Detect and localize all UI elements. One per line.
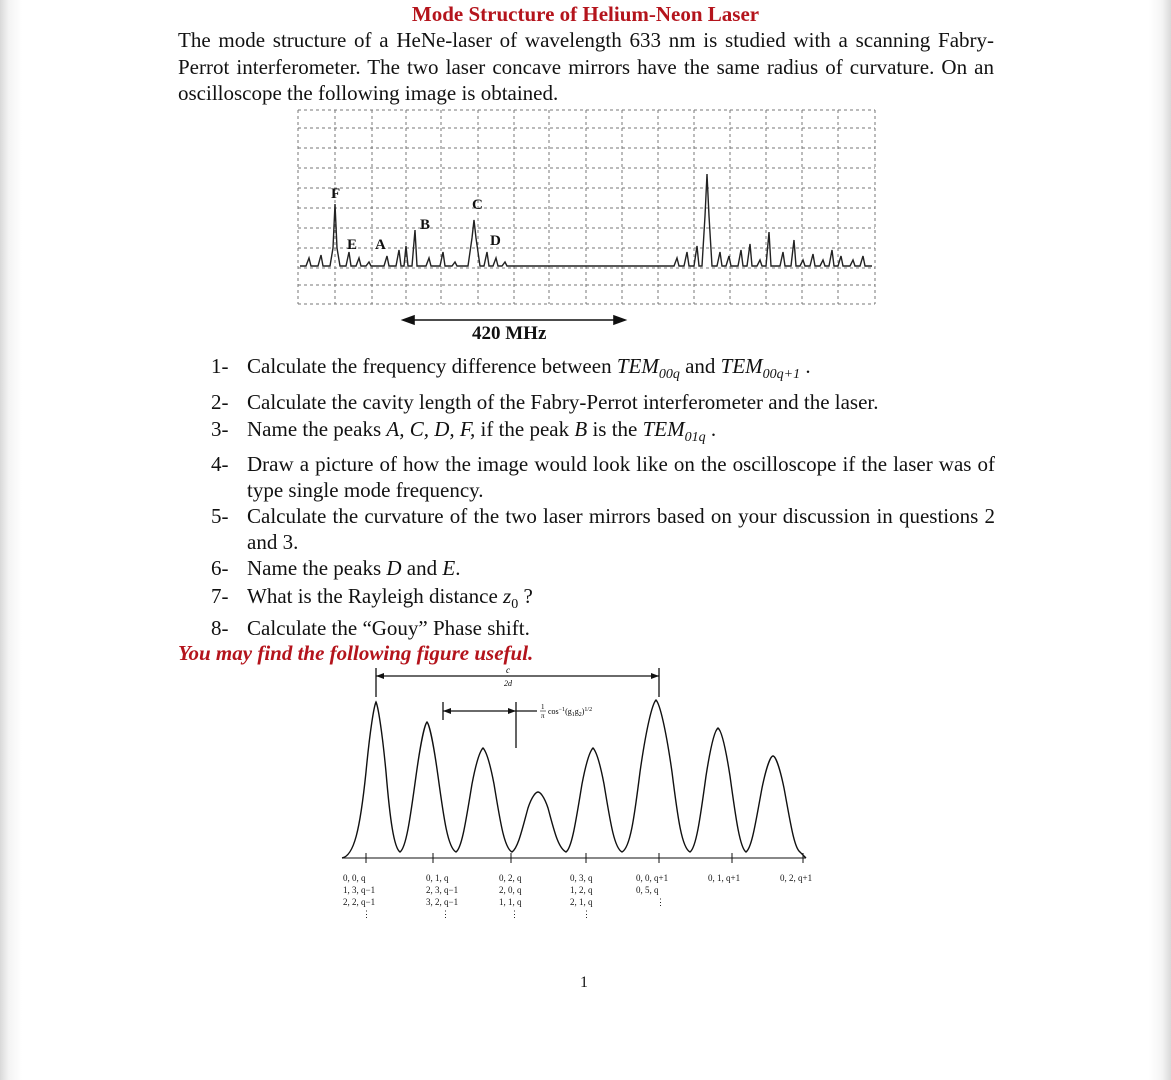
mode-label: ⋮ — [656, 897, 665, 907]
mode-spectrum-curve — [342, 700, 806, 858]
mode-label: 2, 0, q — [499, 885, 522, 895]
mode-label: 2, 3, q−1 — [426, 885, 459, 895]
question-6: 6- Name the peaks D and E. — [211, 556, 461, 580]
document-title: Mode Structure of Helium-Neon Laser — [411, 2, 760, 26]
fsr-label-num: c — [506, 665, 510, 675]
mode-label: ⋮ — [510, 909, 519, 919]
mode-label: 0, 0, q — [343, 873, 366, 883]
mode-label: 1, 3, q−1 — [343, 885, 376, 895]
mode-label: 0, 3, q — [570, 873, 593, 883]
peak-label-e: E — [347, 237, 358, 253]
oscilloscope-figure — [290, 104, 890, 334]
span-frequency-label: 420 MHz — [472, 323, 547, 344]
mode-label: 2, 2, q−1 — [343, 897, 376, 907]
mode-label: ⋮ — [441, 909, 450, 919]
cos-label: $\cos^{-1}(g_1g_2)^{1/2}$ — [548, 707, 593, 718]
peak-label-d: D — [490, 233, 501, 249]
mode-spectrum-figure — [330, 662, 850, 942]
cos-label-den: π — [541, 712, 545, 720]
question-1: 1- Calculate the frequency difference between $TEM_{00q}$ and $TEM_{00q+1}$ . — [211, 354, 811, 383]
mode-label: ⋮ — [362, 909, 371, 919]
question-2: 2- Calculate the cavity length of the Fabry-Perrot interferometer and the laser. — [211, 390, 879, 414]
mode-label: 0, 1, q+1 — [708, 873, 741, 883]
peak-label-a: A — [375, 237, 386, 253]
mode-label: 0, 2, q+1 — [780, 873, 813, 883]
mode-label: 2, 1, q — [570, 897, 593, 907]
oscilloscope-grid — [298, 110, 875, 304]
cos-label-prefix: 1 — [541, 703, 545, 711]
peak-label-c: C — [472, 197, 483, 213]
intro-paragraph: The mode structure of a HeNe-laser of wavelength 633 nm is studied with a scanning Fabry-Perrot interferometer. The two laser concave mirrors have the same radius of curvature. On an oscilloscope the following image is obtained. — [178, 28, 994, 105]
page-number: 1 — [580, 974, 588, 991]
page-edge-left — [0, 0, 22, 1080]
mode-label: 0, 0, q+1 — [636, 873, 669, 883]
mode-label: 0, 1, q — [426, 873, 449, 883]
hint-text: You may find the following figure useful. — [178, 641, 534, 665]
mode-label: ⋮ — [582, 909, 591, 919]
page-edge-right — [1149, 0, 1171, 1080]
question-8: 8- Calculate the “Gouy” Phase shift. — [211, 616, 530, 640]
question-5: 5- Calculate the curvature of the two laser mirrors based on your discussion in questions 2 and 3. — [211, 504, 995, 554]
question-3: 3- Name the peaks A, C, D, F, if the peak B is the $TEM_{01q}$ . — [211, 417, 717, 446]
mode-label: 3, 2, q−1 — [426, 897, 459, 907]
mode-label: 1, 1, q — [499, 897, 522, 907]
question-7: 7- What is the Rayleigh distance $z_0$ ? — [211, 584, 533, 613]
question-4: 4- Draw a picture of how the image would look like on the oscilloscope if the laser was of type single mode frequency. — [211, 452, 995, 502]
peak-label-b: B — [420, 217, 431, 233]
mode-label: 1, 2, q — [570, 885, 593, 895]
mode-label: 0, 5, q — [636, 885, 659, 895]
peak-label-f: F — [331, 186, 341, 202]
fsr-label-den: 2d — [504, 679, 512, 688]
mode-label: 0, 2, q — [499, 873, 522, 883]
